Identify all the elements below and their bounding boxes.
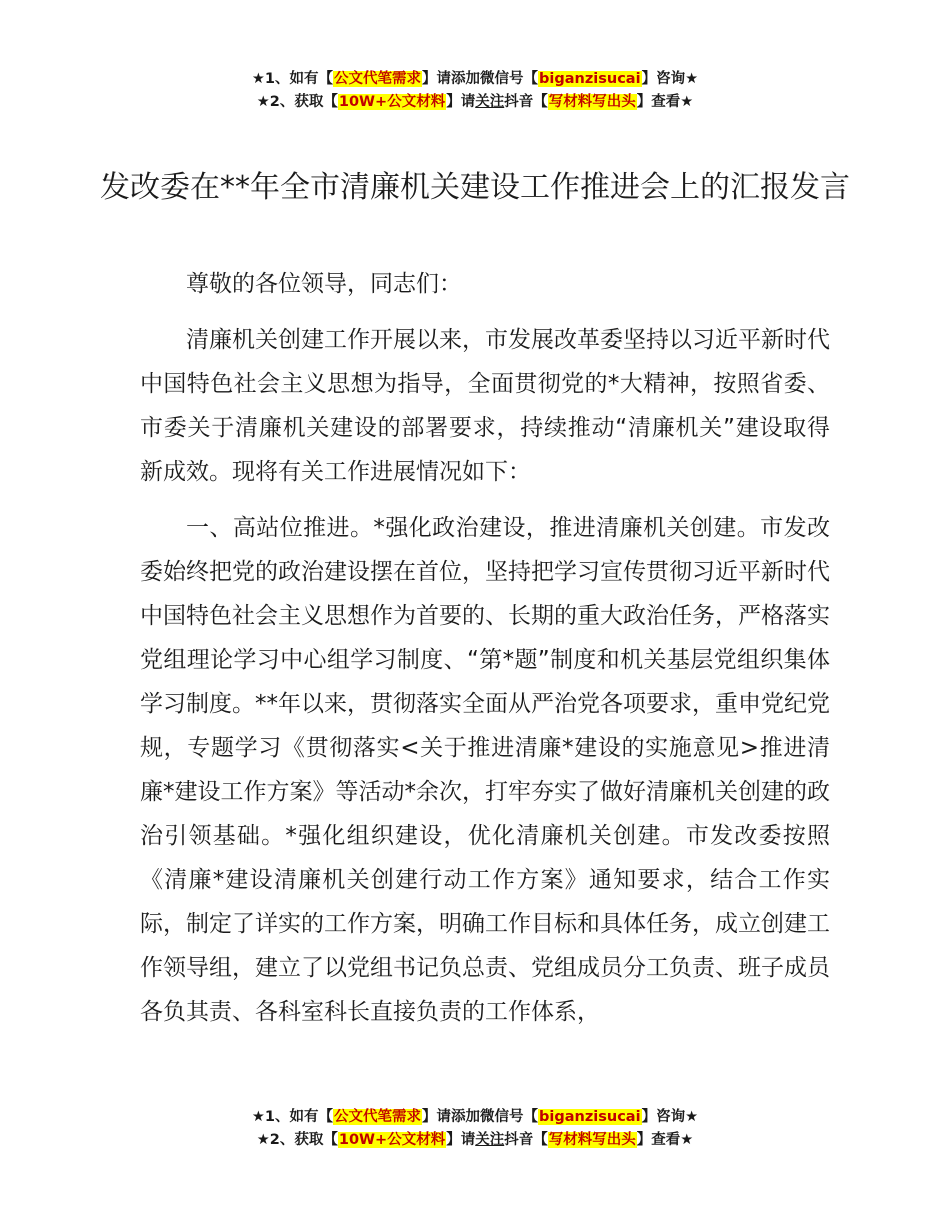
banner-text: 】请添加微信号【 <box>422 1109 539 1125</box>
banner-text: 】咨询★ <box>641 71 699 87</box>
greeting: 尊敬的各位领导，同志们： <box>186 271 462 297</box>
banner-text: 抖音【 <box>504 94 548 110</box>
banner-highlight-wechat-id: biganzisucai <box>539 1109 641 1125</box>
footer-banner <box>0 1106 950 1152</box>
banner-text: ★2、获取【 <box>256 94 338 110</box>
header-banner <box>0 68 950 114</box>
banner-highlight-account: 写材料写出头 <box>548 94 636 110</box>
document-title: 发改委在**年全市清廉机关建设工作推进会上的汇报发言 <box>100 170 850 205</box>
banner-highlight-materials: 10W+公文材料 <box>338 1132 446 1148</box>
banner-highlight-materials: 10W+公文材料 <box>338 94 446 110</box>
paragraph-section-one: 一、高站位推进。*强化政治建设，推进清廉机关创建。市发改委始终把党的政治建设摆在首位，坚持把学习宣传贯彻习近平新时代中国特色社会主义思想作为首要的、长期的重大政治任务，严格落实党组理论学习中心组学习制度、“第*题”制度和机关基层党组织集体学习制度。**年以来，贯彻落实全面从严治党各项要求，重申党纪党规，专题学习《贯彻落实<关于推进清廉*建设的实施意见>推进清廉*建设工作方案》等活动*余次，打牢夯实了做好清廉机关创建的政治引领基础。*强化组织建设，优化清廉机关创建。市发改委按照《清廉*建设清廉机关创建行动工作方案》通知要求，结合工作实际，制定了详实的工作方案，明确工作目标和具体任务，成立创建工作领导组，建立了以党组书记负总责、党组成员分工负责、班子成员各负其责、各科室科长直接负责的工作体系， <box>140 515 830 1025</box>
banner-highlight-service: 公文代笔需求 <box>334 1109 422 1125</box>
banner-text: 】查看★ <box>636 94 694 110</box>
banner-text: ★1、如有【 <box>251 71 334 87</box>
banner-underlined-follow: 关注 <box>475 1132 505 1148</box>
banner-text: 】请 <box>446 1132 476 1148</box>
banner-line-1 <box>0 1106 950 1129</box>
document-body <box>140 262 830 1046</box>
banner-text: 】查看★ <box>636 1132 694 1148</box>
banner-line-2 <box>0 1129 950 1152</box>
banner-highlight-service: 公文代笔需求 <box>334 71 422 87</box>
banner-highlight-wechat-id: biganzisucai <box>539 71 641 87</box>
banner-text: 抖音【 <box>504 1132 548 1148</box>
banner-line-2 <box>0 91 950 114</box>
banner-text: 】咨询★ <box>641 1109 699 1125</box>
banner-line-1 <box>0 68 950 91</box>
banner-text: ★2、获取【 <box>256 1132 338 1148</box>
paragraph-intro: 清廉机关创建工作开展以来，市发展改革委坚持以习近平新时代中国特色社会主义思想为指导，全面贯彻党的*大精神，按照省委、市委关于清廉机关建设的部署要求，持续推动“清廉机关”建设取得新成效。现将有关工作进展情况如下： <box>140 327 830 485</box>
banner-text: ★1、如有【 <box>251 1109 334 1125</box>
banner-text: 】请 <box>446 94 476 110</box>
banner-highlight-account: 写材料写出头 <box>548 1132 636 1148</box>
banner-underlined-follow: 关注 <box>475 94 505 110</box>
banner-text: 】请添加微信号【 <box>422 71 539 87</box>
